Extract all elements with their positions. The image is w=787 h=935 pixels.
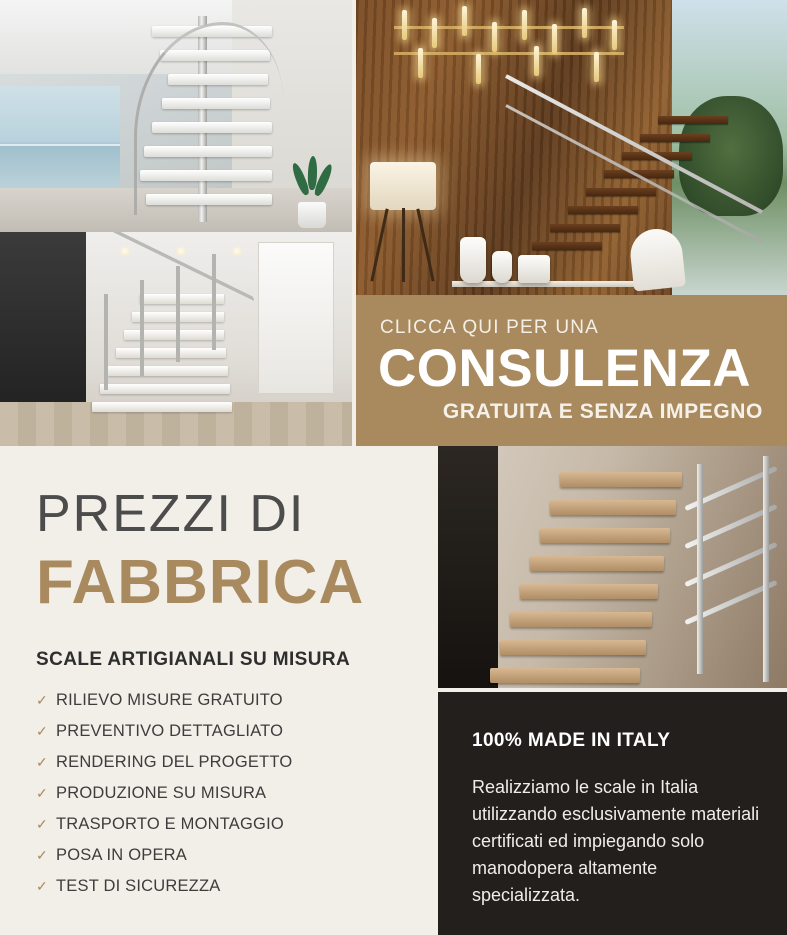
rail-post — [763, 456, 769, 682]
check-icon: ✓ — [36, 878, 48, 895]
list-item-label: POSA IN OPERA — [56, 846, 187, 865]
check-icon: ✓ — [36, 785, 48, 802]
white-staircase-photo — [0, 232, 352, 446]
list-item — [36, 691, 434, 710]
spiral-staircase-photo — [0, 0, 352, 232]
check-icon: ✓ — [36, 723, 48, 740]
rail-post — [697, 464, 703, 674]
ceiling-light — [176, 246, 186, 256]
top-left-photo-collage — [0, 0, 352, 446]
wooden-steps — [490, 472, 680, 688]
list-item-label: RILIEVO MISURE GRATUITO — [56, 691, 283, 710]
list-item — [36, 877, 434, 896]
check-icon: ✓ — [36, 754, 48, 771]
list-item-label: PREVENTIVO DETTAGLIATO — [56, 722, 284, 741]
feature-list — [36, 691, 434, 896]
check-icon: ✓ — [36, 692, 48, 709]
ceiling-light — [232, 246, 242, 256]
pricing-text-panel — [0, 446, 434, 935]
dark-edge — [438, 446, 498, 688]
headline-line-2: FABBRICA — [36, 548, 365, 617]
door — [258, 242, 334, 394]
potted-plant — [288, 156, 336, 228]
list-item — [36, 753, 434, 772]
cta-top-line: CLICCA QUI PER UNA — [380, 317, 600, 338]
cta-main-line: CONSULENZA — [378, 339, 752, 398]
made-in-italy-title: 100% MADE IN ITALY — [472, 730, 671, 751]
wooden-steps-steel-railing-photo — [438, 446, 787, 688]
subtitle: SCALE ARTIGIANALI SU MISURA — [36, 649, 351, 671]
made-in-italy-box — [438, 692, 787, 935]
made-in-italy-body: Realizziamo le scale in Italia utilizzando esclusivamente materiali certificati ed impiegando solo manodopera altamente specializzata. — [472, 777, 760, 905]
tripod-floor-lamp — [366, 162, 440, 282]
wooden-wall-staircase-photo — [356, 0, 787, 295]
list-item-label: TEST DI SICUREZZA — [56, 877, 221, 896]
check-icon: ✓ — [36, 816, 48, 833]
list-item — [36, 784, 434, 803]
box — [518, 255, 550, 283]
list-item — [36, 815, 434, 834]
consultation-cta-banner[interactable] — [356, 295, 787, 446]
spiral-steps — [132, 16, 282, 222]
vase — [460, 237, 486, 283]
list-item — [36, 846, 434, 865]
spiral-handrail — [134, 22, 283, 215]
list-item — [36, 722, 434, 741]
chandelier — [384, 0, 634, 96]
cta-sub-line: GRATUITA E SENZA IMPEGNO — [442, 400, 763, 424]
list-item-label: TRASPORTO E MONTAGGIO — [56, 815, 284, 834]
check-icon: ✓ — [36, 847, 48, 864]
list-item-label: RENDERING DEL PROGETTO — [56, 753, 293, 772]
vase — [492, 251, 512, 283]
list-item-label: PRODUZIONE SU MISURA — [56, 784, 267, 803]
headline-line-1: PREZZI DI — [36, 485, 306, 543]
